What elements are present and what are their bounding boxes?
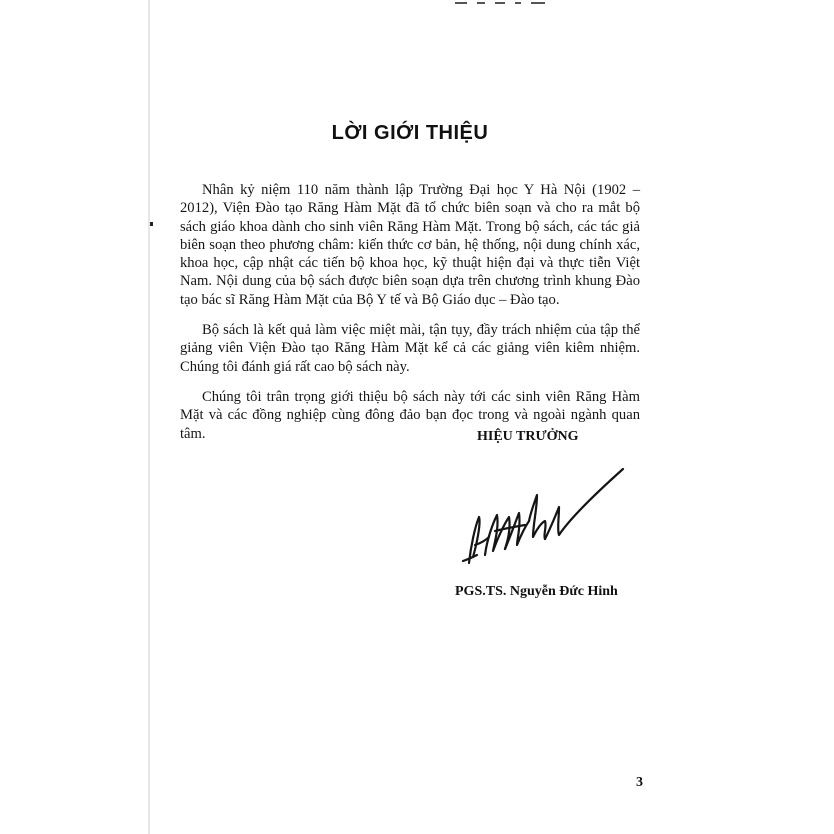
body-text	[180, 181, 640, 455]
handwritten-signature	[455, 465, 625, 575]
top-edge-marks	[455, 0, 585, 6]
paragraph-3: Chúng tôi trân trọng giới thiệu bộ sách này tới các sinh viên Răng Hàm Mặt và các đồng nghiệp cùng đông đảo bạn đọc trong và ngoài ngành quan tâm.	[180, 388, 640, 442]
paragraph-2: Bộ sách là kết quả làm việc miệt mài, tận tụy, đầy trách nhiệm của tập thể giảng viên Viện Đào tạo Răng Hàm Mặt kể cả các giảng viên kiêm nhiệm. Chúng tôi đánh giá rất cao bộ sách này.	[180, 322, 640, 375]
margin-mark	[150, 222, 153, 226]
signatory-title: HIỆU TRƯỞNG	[477, 429, 579, 444]
page-title: LỜI GIỚI THIỆU	[331, 122, 489, 144]
page-number: 3	[636, 775, 643, 790]
paragraph-1: Nhân kỷ niệm 110 năm thành lập Trường Đại học Y Hà Nội (1902 – 2012), Viện Đào tạo Răng Hàm Mặt đã tổ chức biên soạn và cho ra mắt bộ sách giáo khoa dành cho sinh viên Răng Hàm Mặt. Trong bộ sách, các tác giả biên soạn theo phương châm: kiến thức cơ bản, hệ thống, nội dung chính xác, khoa học, cập nhật các tiến bộ khoa học, kỹ thuật hiện đại và thực tiễn Việt Nam. Nội dung của bộ sách được biên soạn dựa trên chương trình khung Đào tạo bác sĩ Răng Hàm Mặt của Bộ Y tế và Bộ Giáo dục – Đào tạo.	[180, 182, 640, 308]
signer-name: PGS.TS. Nguyễn Đức Hinh	[455, 584, 618, 599]
